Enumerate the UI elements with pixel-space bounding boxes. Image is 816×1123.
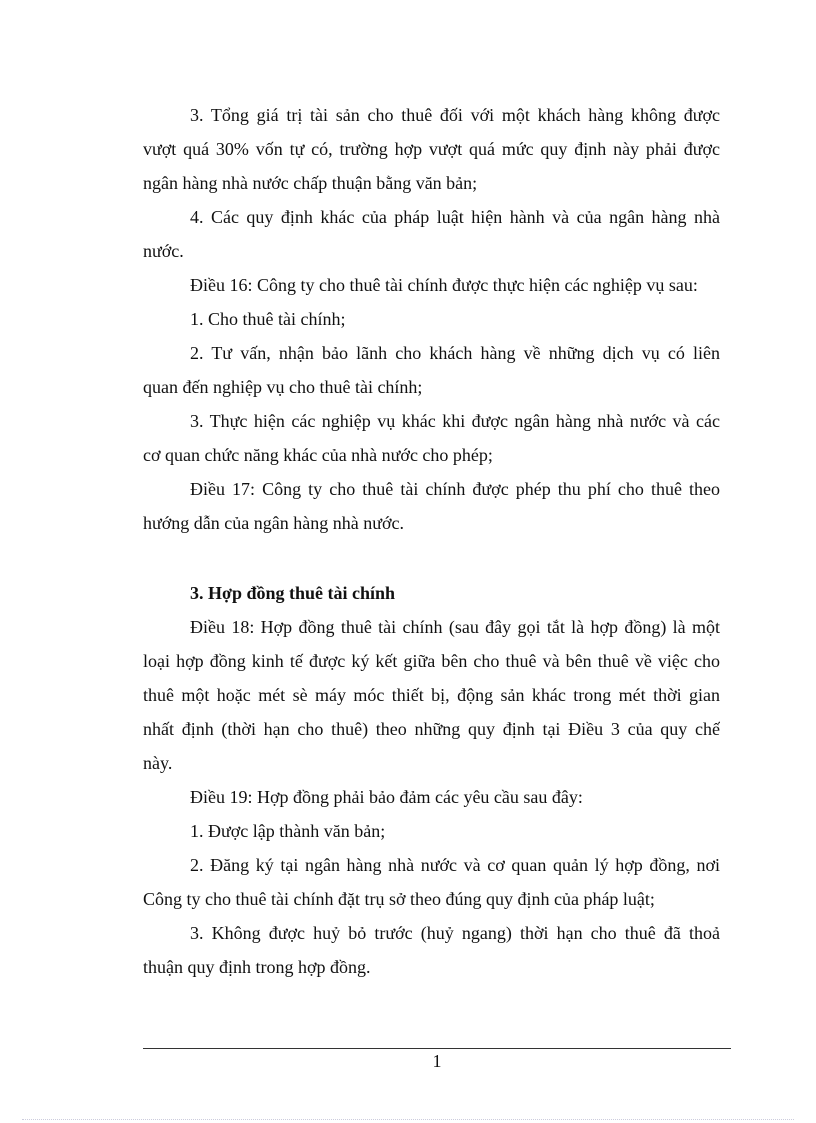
- text-line: vượt quá 30% vốn tự có, trường hợp vượt quá mức quy định này phải được: [143, 139, 720, 159]
- document-body: [143, 98, 720, 984]
- page-edge-dotted-line: [22, 1119, 794, 1120]
- text-line: 2. Tư vấn, nhận bảo lãnh cho khách hàng về những dịch vụ có liên: [190, 343, 720, 363]
- text-line: Điều 18: Hợp đồng thuê tài chính (sau đây gọi tắt là hợp đồng) là một: [190, 617, 720, 637]
- text-line: thuận quy định trong hợp đồng.: [143, 957, 371, 977]
- text-line: nước.: [143, 241, 184, 261]
- text-line: hướng dẫn của ngân hàng nhà nước.: [143, 513, 404, 533]
- paragraph: [143, 302, 720, 336]
- text-line: 3. Thực hiện các nghiệp vụ khác khi được ngân hàng nhà nước và các: [190, 411, 720, 431]
- text-line: 3. Tổng giá trị tài sản cho thuê đối với một khách hàng không được: [190, 105, 720, 125]
- paragraph: [143, 336, 720, 404]
- text-line: ngân hàng nhà nước chấp thuận bằng văn bản;: [143, 173, 478, 193]
- paragraphs-after-heading: [143, 610, 720, 984]
- paragraph: [143, 848, 720, 916]
- text-line: Điều 17: Công ty cho thuê tài chính được phép thu phí cho thuê theo: [190, 479, 720, 499]
- paragraph: [143, 200, 720, 268]
- text-line: 2. Đăng ký tại ngân hàng nhà nước và cơ quan quản lý hợp đồng, nơi: [190, 855, 720, 875]
- text-line: 4. Các quy định khác của pháp luật hiện hành và của ngân hàng nhà: [190, 207, 720, 227]
- text-line: Điều 19: Hợp đồng phải bảo đảm các yêu cầu sau đây:: [190, 787, 583, 807]
- text-line: 1. Cho thuê tài chính;: [190, 309, 346, 329]
- text-line: cơ quan chức năng khác của nhà nước cho phép;: [143, 445, 493, 465]
- paragraph: [143, 268, 720, 302]
- text-line: thuê một hoặc mét sè máy móc thiết bị, động sản khác trong mét thời gian: [143, 685, 720, 705]
- text-line: nhất định (thời hạn cho thuê) theo những quy định tại Điều 3 của quy chế: [143, 719, 720, 739]
- text-line: này.: [143, 753, 173, 773]
- paragraph: [143, 780, 720, 814]
- text-line: Công ty cho thuê tài chính đặt trụ sở theo đúng quy định của pháp luật;: [143, 889, 655, 909]
- text-line: loại hợp đồng kinh tế được ký kết giữa bên cho thuê và bên thuê về việc cho: [143, 651, 720, 671]
- text-line: 3. Không được huỷ bỏ trước (huỷ ngang) thời hạn cho thuê đã thoả: [190, 923, 720, 943]
- text-line: Điều 16: Công ty cho thuê tài chính được thực hiện các nghiệp vụ sau:: [190, 275, 698, 295]
- text-line: quan đến nghiệp vụ cho thuê tài chính;: [143, 377, 423, 397]
- footer-divider: [143, 1048, 731, 1049]
- paragraph: [143, 472, 720, 540]
- text-line: 1. Được lập thành văn bản;: [190, 821, 386, 841]
- page-number: 1: [432, 1051, 442, 1071]
- section-heading: 3. Hợp đồng thuê tài chính: [190, 583, 396, 603]
- paragraph: [143, 814, 720, 848]
- paragraph: [143, 916, 720, 984]
- paragraph: [143, 610, 720, 780]
- paragraphs-before-heading: [143, 98, 720, 540]
- paragraph: [143, 98, 720, 200]
- paragraph: [143, 404, 720, 472]
